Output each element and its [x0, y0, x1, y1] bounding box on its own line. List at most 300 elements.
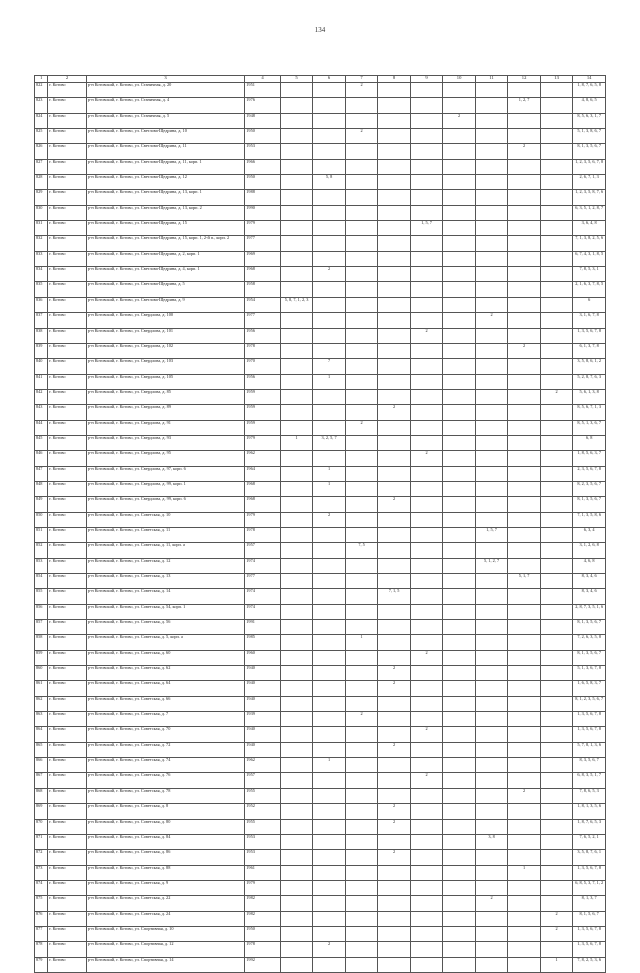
- row-col-5: [280, 282, 313, 297]
- row-col-10: [443, 819, 476, 834]
- row-col-6: 7: [313, 359, 346, 374]
- row-col-13: [540, 604, 573, 619]
- row-col-9: [410, 819, 443, 834]
- row-locality: г. Котово: [48, 942, 87, 957]
- row-col-9: [410, 405, 443, 420]
- table-row: [35, 144, 606, 159]
- row-col-7: [345, 297, 378, 312]
- row-col-12: [508, 251, 541, 266]
- row-col-14: 1, 8, 7, 6, 5, 8: [573, 83, 606, 98]
- row-number: 851: [35, 527, 48, 542]
- row-locality: г. Котово: [48, 650, 87, 665]
- row-col-5: [280, 865, 313, 880]
- row-col-6: [313, 113, 346, 128]
- row-col-14: 1, 3, 5, 6, 7, 8: [573, 328, 606, 343]
- column-header-4: 4: [245, 76, 281, 83]
- row-col-12: [508, 267, 541, 282]
- row-col-10: [443, 175, 476, 190]
- row-col-8: [378, 221, 411, 236]
- row-col-14: 1, 8, 1, 3, 5, 6: [573, 804, 606, 819]
- row-locality: г. Котово: [48, 435, 87, 450]
- row-year: 1955: [245, 788, 281, 803]
- row-locality: г. Котово: [48, 190, 87, 205]
- row-col-10: [443, 451, 476, 466]
- row-col-11: 1, 5, 7: [475, 527, 508, 542]
- table-row: [35, 359, 606, 374]
- row-col-8: 2: [378, 742, 411, 757]
- row-col-11: [475, 297, 508, 312]
- row-col-10: [443, 83, 476, 98]
- row-col-5: [280, 604, 313, 619]
- row-col-10: [443, 758, 476, 773]
- row-col-13: [540, 896, 573, 911]
- row-year: 1940: [245, 696, 281, 711]
- row-number: 854: [35, 574, 48, 589]
- row-address: р-н Котовский, г. Котово, ул. Свердлова, д. 102: [86, 343, 244, 358]
- row-col-10: [443, 144, 476, 159]
- row-address: р-н Котовский, г. Котово, ул. Свердлова, д. 91: [86, 420, 244, 435]
- row-year: 1952: [245, 804, 281, 819]
- row-locality: г. Котово: [48, 512, 87, 527]
- row-address: р-н Котовский, г. Котово, ул. Советская, д. 14: [86, 589, 244, 604]
- row-col-7: [345, 819, 378, 834]
- row-col-7: [345, 236, 378, 251]
- column-header-6: 6: [313, 76, 346, 83]
- row-col-14: 3, 5, 8, 7, 6, 1: [573, 850, 606, 865]
- row-col-12: [508, 742, 541, 757]
- row-number: 839: [35, 343, 48, 358]
- row-address: р-н Котовский, г. Котово, ул. Свердлова, д. 99, корп. 6: [86, 497, 244, 512]
- row-col-9: 2: [410, 727, 443, 742]
- row-col-8: [378, 144, 411, 159]
- row-col-7: [345, 727, 378, 742]
- row-col-11: [475, 574, 508, 589]
- row-col-12: 2: [508, 788, 541, 803]
- row-col-8: [378, 343, 411, 358]
- row-col-6: 1: [313, 481, 346, 496]
- table-row: [35, 819, 606, 834]
- row-col-10: [443, 865, 476, 880]
- row-col-5: [280, 942, 313, 957]
- page-number: 134: [314, 26, 326, 34]
- row-col-14: 1, 8, 7, 6, 5, 3: [573, 819, 606, 834]
- row-year: 1974: [245, 558, 281, 573]
- row-col-12: [508, 957, 541, 972]
- row-col-5: [280, 359, 313, 374]
- row-col-13: [540, 267, 573, 282]
- row-col-5: [280, 374, 313, 389]
- row-col-7: 2: [345, 420, 378, 435]
- row-number: 842: [35, 389, 48, 404]
- row-col-8: [378, 558, 411, 573]
- row-locality: г. Котово: [48, 604, 87, 619]
- row-locality: г. Котово: [48, 926, 87, 941]
- row-col-7: [345, 282, 378, 297]
- table-row: [35, 957, 606, 972]
- row-locality: г. Котово: [48, 589, 87, 604]
- row-col-5: [280, 804, 313, 819]
- row-col-11: 2: [475, 313, 508, 328]
- row-col-9: [410, 804, 443, 819]
- table-row: [35, 788, 606, 803]
- row-year: 1940: [245, 666, 281, 681]
- row-number: 875: [35, 896, 48, 911]
- row-address: р-н Котовский, г. Котово, ул. Светлова-Щедрина, д. 9: [86, 297, 244, 312]
- row-col-11: [475, 543, 508, 558]
- row-year: 1956: [245, 328, 281, 343]
- row-col-11: 2: [475, 896, 508, 911]
- row-col-12: [508, 666, 541, 681]
- row-col-13: [540, 175, 573, 190]
- row-col-10: [443, 389, 476, 404]
- row-locality: г. Котово: [48, 574, 87, 589]
- row-col-5: [280, 159, 313, 174]
- row-number: 822: [35, 83, 48, 98]
- row-col-7: [345, 190, 378, 205]
- row-col-8: 2: [378, 666, 411, 681]
- row-col-9: [410, 712, 443, 727]
- table-row: [35, 389, 606, 404]
- row-col-13: [540, 773, 573, 788]
- row-col-8: [378, 957, 411, 972]
- row-col-10: [443, 267, 476, 282]
- row-col-12: [508, 650, 541, 665]
- row-col-11: [475, 788, 508, 803]
- table-row: [35, 604, 606, 619]
- row-col-5: 5, 8, 7, 1, 2, 3: [280, 297, 313, 312]
- row-col-12: [508, 558, 541, 573]
- row-col-13: [540, 650, 573, 665]
- row-col-14: 1, 3, 5, 6, 7, 8: [573, 865, 606, 880]
- row-address: р-н Котовский, г. Котово, ул. Свердлова, д. 89: [86, 405, 244, 420]
- row-col-7: [345, 574, 378, 589]
- row-number: 824: [35, 113, 48, 128]
- row-col-5: [280, 742, 313, 757]
- row-locality: г. Котово: [48, 221, 87, 236]
- row-col-6: [313, 282, 346, 297]
- row-col-7: [345, 666, 378, 681]
- row-col-11: [475, 83, 508, 98]
- row-col-5: [280, 267, 313, 282]
- row-locality: г. Котово: [48, 313, 87, 328]
- row-col-13: [540, 696, 573, 711]
- row-number: 877: [35, 926, 48, 941]
- row-col-8: [378, 236, 411, 251]
- row-col-6: [313, 83, 346, 98]
- row-col-12: [508, 282, 541, 297]
- row-col-5: [280, 113, 313, 128]
- row-col-8: [378, 543, 411, 558]
- row-col-9: [410, 896, 443, 911]
- row-number: 835: [35, 282, 48, 297]
- row-col-5: [280, 512, 313, 527]
- row-number: 878: [35, 942, 48, 957]
- row-col-7: [345, 942, 378, 957]
- row-col-6: [313, 681, 346, 696]
- row-col-10: [443, 282, 476, 297]
- row-col-6: 2: [313, 942, 346, 957]
- row-year: 1970: [245, 359, 281, 374]
- row-col-8: [378, 834, 411, 849]
- row-col-11: [475, 712, 508, 727]
- row-col-9: [410, 758, 443, 773]
- row-col-8: [378, 911, 411, 926]
- row-col-13: [540, 374, 573, 389]
- row-col-11: [475, 589, 508, 604]
- row-col-12: [508, 942, 541, 957]
- row-col-10: [443, 251, 476, 266]
- row-address: р-н Котовский, г. Котово, ул. Спортивная, д. 12: [86, 942, 244, 957]
- row-col-9: [410, 543, 443, 558]
- row-col-10: [443, 420, 476, 435]
- row-col-13: [540, 328, 573, 343]
- row-number: 826: [35, 144, 48, 159]
- row-col-9: [410, 926, 443, 941]
- row-number: 850: [35, 512, 48, 527]
- row-col-6: [313, 389, 346, 404]
- row-address: р-н Котовский, г. Котово, ул. Советская, д. 8: [86, 804, 244, 819]
- row-col-13: [540, 221, 573, 236]
- row-year: 1960: [245, 650, 281, 665]
- row-col-6: [313, 589, 346, 604]
- row-col-11: [475, 221, 508, 236]
- row-col-8: [378, 942, 411, 957]
- row-col-14: 6, 3, 5, 1, 2, 8, 7: [573, 205, 606, 220]
- row-col-8: [378, 313, 411, 328]
- row-col-7: [345, 650, 378, 665]
- row-col-6: [313, 251, 346, 266]
- row-number: 853: [35, 558, 48, 573]
- row-col-9: [410, 374, 443, 389]
- row-col-7: [345, 681, 378, 696]
- row-col-7: [345, 773, 378, 788]
- row-number: 848: [35, 481, 48, 496]
- row-number: 845: [35, 435, 48, 450]
- row-year: 1988: [245, 190, 281, 205]
- row-col-8: [378, 527, 411, 542]
- row-col-14: 4, 8, 6, 5: [573, 98, 606, 113]
- row-year: 1976: [245, 98, 281, 113]
- table-row: [35, 666, 606, 681]
- table-row: [35, 543, 606, 558]
- table-row: [35, 175, 606, 190]
- row-address: р-н Котовский, г. Котово, ул. Советская, д. 84: [86, 834, 244, 849]
- row-col-14: 8, 1, 3, 5, 6, 7: [573, 497, 606, 512]
- row-col-9: [410, 343, 443, 358]
- row-address: р-н Котовский, г. Котово, ул. Светлова-Щедрина, д. 15: [86, 221, 244, 236]
- row-col-12: [508, 512, 541, 527]
- row-col-14: 8, 1, 5, 6, 7: [573, 911, 606, 926]
- row-number: 828: [35, 175, 48, 190]
- row-col-13: [540, 359, 573, 374]
- row-col-5: [280, 313, 313, 328]
- row-col-11: [475, 681, 508, 696]
- row-number: 852: [35, 543, 48, 558]
- row-col-6: [313, 343, 346, 358]
- row-col-6: [313, 635, 346, 650]
- row-col-9: 1, 5, 7: [410, 221, 443, 236]
- row-number: 823: [35, 98, 48, 113]
- row-locality: г. Котово: [48, 297, 87, 312]
- row-locality: г. Котово: [48, 788, 87, 803]
- row-col-5: [280, 666, 313, 681]
- table-row: [35, 451, 606, 466]
- row-address: р-н Котовский, г. Котово, ул. Советская, д. 11: [86, 527, 244, 542]
- row-col-7: [345, 926, 378, 941]
- row-col-9: 2: [410, 328, 443, 343]
- row-col-10: [443, 313, 476, 328]
- row-col-8: 2: [378, 405, 411, 420]
- table-row: [35, 620, 606, 635]
- row-col-9: [410, 190, 443, 205]
- row-col-6: [313, 819, 346, 834]
- row-locality: г. Котово: [48, 896, 87, 911]
- row-locality: г. Котово: [48, 850, 87, 865]
- row-col-7: [345, 481, 378, 496]
- registry-table: [34, 75, 606, 973]
- row-col-6: [313, 834, 346, 849]
- row-col-7: [345, 589, 378, 604]
- row-col-5: [280, 727, 313, 742]
- table-row: [35, 850, 606, 865]
- row-col-8: [378, 896, 411, 911]
- row-col-9: [410, 98, 443, 113]
- row-col-8: [378, 451, 411, 466]
- row-col-14: 7, 8, 5, 3, 1: [573, 267, 606, 282]
- row-address: р-н Котовский, г. Котово, ул. Советская, д. 60: [86, 650, 244, 665]
- row-col-6: [313, 405, 346, 420]
- row-year: 1951: [245, 83, 281, 98]
- row-col-8: [378, 83, 411, 98]
- row-locality: г. Котово: [48, 267, 87, 282]
- row-col-14: 6, 8, 3, 5, 1, 7: [573, 773, 606, 788]
- row-col-5: [280, 957, 313, 972]
- row-col-6: [313, 527, 346, 542]
- row-col-9: [410, 175, 443, 190]
- row-col-9: [410, 512, 443, 527]
- row-col-13: [540, 129, 573, 144]
- row-col-13: [540, 205, 573, 220]
- row-col-8: 2: [378, 681, 411, 696]
- table-row: [35, 129, 606, 144]
- row-address: р-н Котовский, г. Котово, ул. Свердлова, д. 85: [86, 389, 244, 404]
- row-number: 827: [35, 159, 48, 174]
- row-col-10: [443, 435, 476, 450]
- row-col-12: [508, 175, 541, 190]
- row-col-10: [443, 773, 476, 788]
- row-col-8: [378, 574, 411, 589]
- row-col-8: [378, 98, 411, 113]
- row-col-10: [443, 236, 476, 251]
- row-number: 870: [35, 819, 48, 834]
- row-col-14: 7, 2, 6, 3, 5, 8: [573, 635, 606, 650]
- row-col-12: [508, 804, 541, 819]
- row-col-7: [345, 113, 378, 128]
- row-year: 1968: [245, 481, 281, 496]
- row-col-5: [280, 175, 313, 190]
- row-locality: г. Котово: [48, 527, 87, 542]
- row-col-11: [475, 650, 508, 665]
- row-col-10: [443, 374, 476, 389]
- row-col-14: 6, 8, 5, 3, 7, 1, 2: [573, 880, 606, 895]
- row-col-5: [280, 251, 313, 266]
- row-col-14: 3, 6, 4, 8: [573, 221, 606, 236]
- table-row: [35, 696, 606, 711]
- row-col-11: [475, 405, 508, 420]
- row-col-7: [345, 758, 378, 773]
- table-row: [35, 527, 606, 542]
- row-col-13: [540, 804, 573, 819]
- row-col-13: [540, 527, 573, 542]
- table-row: [35, 650, 606, 665]
- row-year: 1969: [245, 251, 281, 266]
- row-col-13: [540, 512, 573, 527]
- row-col-13: [540, 558, 573, 573]
- row-col-11: 5, 1, 2, 7: [475, 558, 508, 573]
- row-col-11: [475, 190, 508, 205]
- row-number: 838: [35, 328, 48, 343]
- row-locality: г. Котово: [48, 420, 87, 435]
- row-col-5: [280, 343, 313, 358]
- row-locality: г. Котово: [48, 451, 87, 466]
- row-col-5: [280, 420, 313, 435]
- row-col-10: [443, 911, 476, 926]
- row-col-9: [410, 742, 443, 757]
- row-col-11: [475, 512, 508, 527]
- row-col-14: 7, 6, 5, 2, 1: [573, 834, 606, 849]
- row-col-12: [508, 926, 541, 941]
- row-col-6: [313, 880, 346, 895]
- row-col-13: [540, 190, 573, 205]
- row-col-6: [313, 788, 346, 803]
- row-locality: г. Котово: [48, 758, 87, 773]
- row-locality: г. Котово: [48, 113, 87, 128]
- row-col-11: [475, 374, 508, 389]
- row-col-14: 2, 3, 5, 6, 7, 8: [573, 466, 606, 481]
- row-col-6: [313, 543, 346, 558]
- row-year: 1991: [245, 620, 281, 635]
- row-col-6: 3, 2, 5, 7: [313, 435, 346, 450]
- row-number: 846: [35, 451, 48, 466]
- row-col-11: [475, 865, 508, 880]
- row-locality: г. Котово: [48, 834, 87, 849]
- row-col-11: [475, 205, 508, 220]
- row-col-14: 8, 3, 4, 6: [573, 574, 606, 589]
- row-locality: г. Котово: [48, 880, 87, 895]
- row-col-13: 1: [540, 957, 573, 972]
- row-col-8: 7, 1, 5: [378, 589, 411, 604]
- row-col-6: [313, 804, 346, 819]
- row-address: р-н Котовский, г. Котово, ул. Светлова-Щедрина, д. 15, корп. 1, 2-й п., корп. 2: [86, 236, 244, 251]
- row-col-14: 7, 8, 2, 5, 3, 6: [573, 957, 606, 972]
- row-col-14: 8, 1, 3, 5, 6, 7: [573, 620, 606, 635]
- row-col-12: [508, 236, 541, 251]
- row-col-9: [410, 865, 443, 880]
- row-col-10: [443, 650, 476, 665]
- column-header-9: 9: [410, 76, 443, 83]
- row-address: р-н Котовский, г. Котово, ул. Советская, д. 10: [86, 512, 244, 527]
- row-col-7: [345, 159, 378, 174]
- row-col-14: 7, 1, 3, 8, 2, 5, 6: [573, 236, 606, 251]
- row-col-12: [508, 712, 541, 727]
- row-col-14: 7, 1, 3, 5, 8, 6: [573, 512, 606, 527]
- row-number: 873: [35, 865, 48, 880]
- row-col-10: [443, 466, 476, 481]
- row-col-7: [345, 451, 378, 466]
- table-row: [35, 343, 606, 358]
- row-year: 1950: [245, 926, 281, 941]
- row-col-8: [378, 620, 411, 635]
